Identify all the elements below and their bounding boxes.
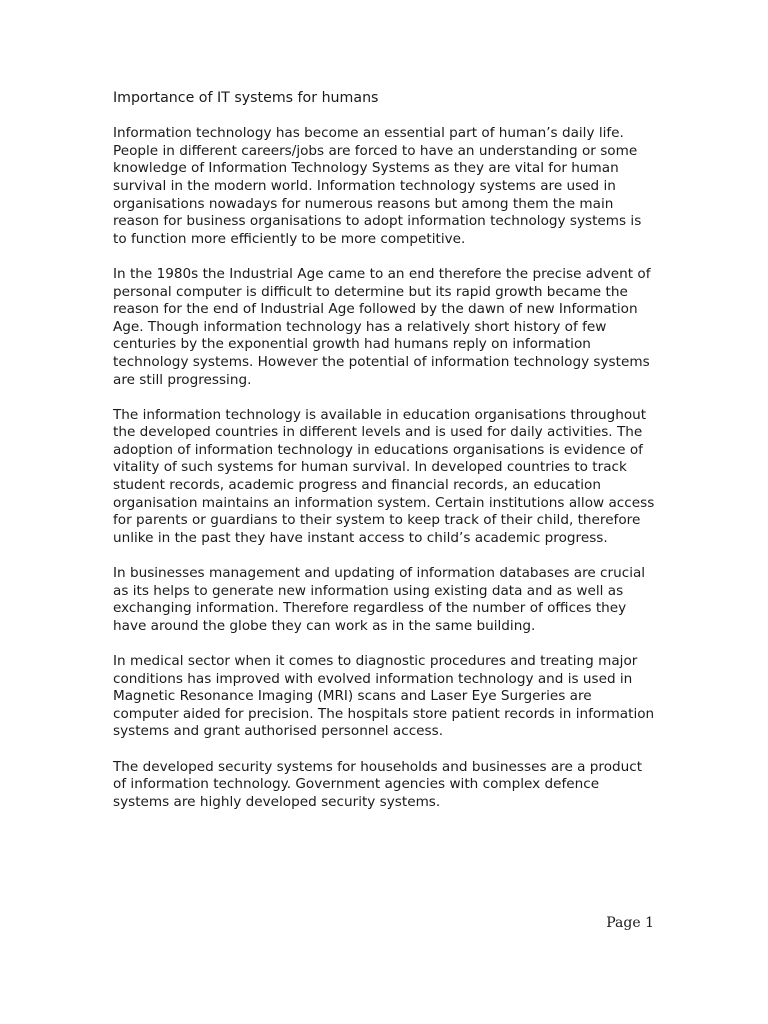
paragraph-information-age: In the 1980s the Industrial Age came to an end therefore the precise advent of personal computer is difficult to determine but its rapid growth became the reason for the end of Industrial Age followed by the dawn of new Information Age. Though information technology has a relatively short history of few centuries by the exponential growth had humans reply on information technology systems. However the potential of information technology systems are still progressing. [113, 265, 651, 388]
paragraph-medical: In medical sector when it comes to diagnostic procedures and treating major conditions has improved with evolved information technology and is used in Magnetic Resonance Imaging (MRI) scans and Laser Eye Surgeries are computer aided for precision. The hospitals store patient records in information systems and grant authorised personnel access. [113, 653, 655, 740]
paragraph-security: The developed security systems for households and businesses are a product of information technology. Government agencies with complex defence systems are highly developed security systems. [113, 758, 643, 810]
paragraph-business: In businesses management and updating of information databases are crucial as its helps to generate new information using existing data and as well as exchanging information. Therefore regardless of the number of offices they have around the globe they can work as in the same building. [113, 565, 646, 634]
paragraph-daily-life: Information technology has become an essential part of human’s daily life. People in different careers/jobs are forced to have an understanding or some knowledge of Information Technology Systems as they are vital for human survival in the modern world. Information technology systems are used in organisations nowadays for numerous reasons but among them the main reason for business organisations to adopt information technology systems is to function more efficiently to be more competitive. [113, 125, 642, 247]
document-body [113, 90, 658, 829]
page-number: Page 1 [606, 915, 654, 931]
paragraph-education: The information technology is available in education organisations throughout the developed countries in different levels and is used for daily activities. The adoption of information technology in educations organisations is evidence of vitality of such systems for human survival. In developed countries to track student records, academic progress and financial records, an education organisation maintains an information system. Certain institutions allow access for parents or guardians to their system to keep track of their child, therefore unlike in the past they have instant access to child’s academic progress. [113, 406, 655, 546]
document-title: Importance of IT systems for humans [113, 90, 379, 106]
